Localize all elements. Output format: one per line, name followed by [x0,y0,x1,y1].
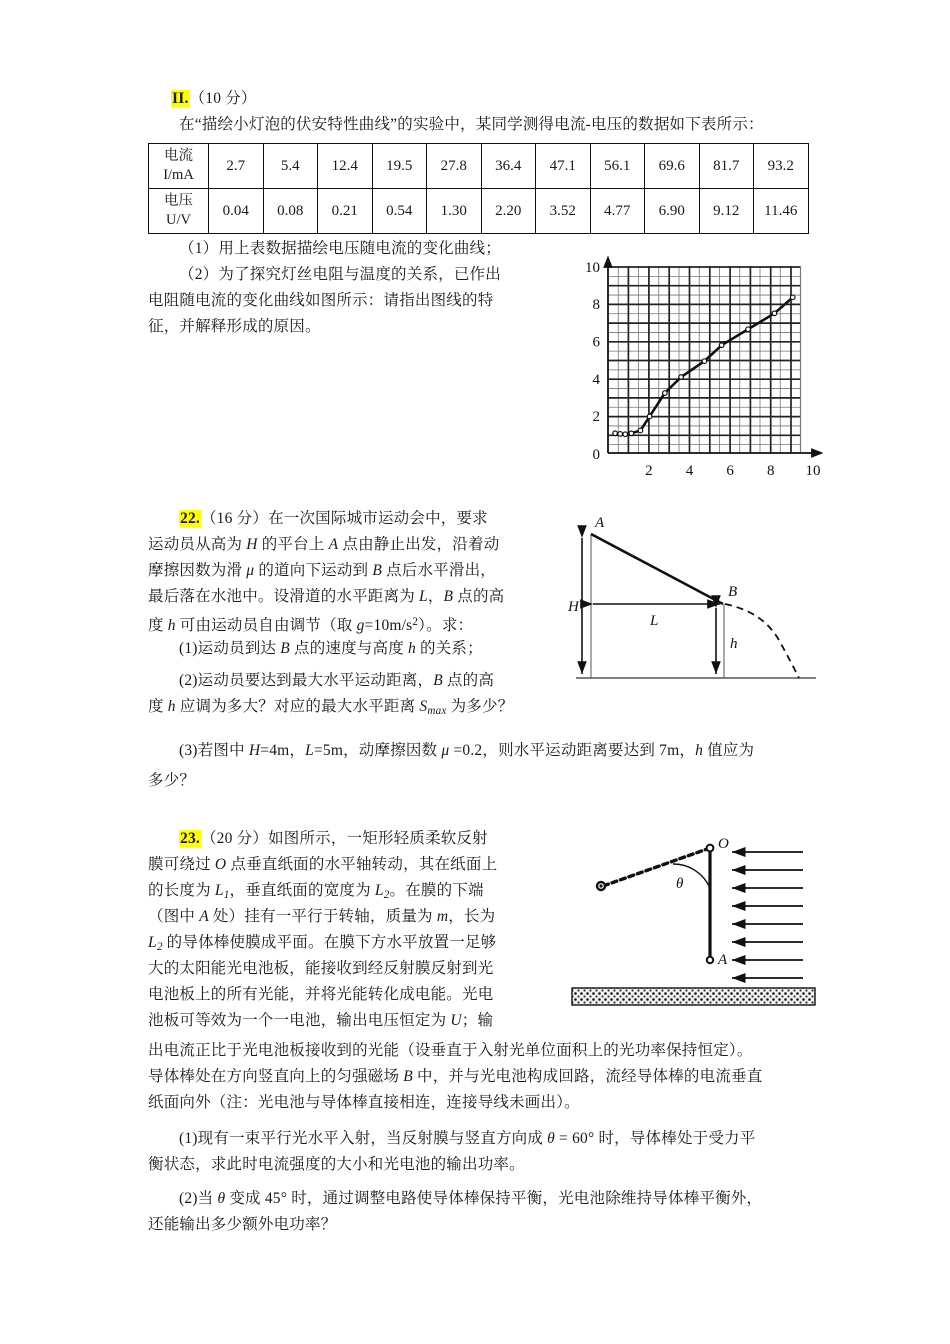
y-tick-8: 8 [592,297,600,313]
problem22-first-line [148,506,548,532]
ramp-svg [568,508,833,693]
cell-current-10: 93.2 [754,144,809,189]
cell-current-9: 81.7 [699,144,754,189]
data-point-6 [663,391,668,396]
x-tick-6: 6 [726,463,734,479]
cell-current-7: 56.1 [590,144,645,189]
data-point-8 [702,359,707,364]
cell-current-1: 5.4 [263,144,318,189]
cell-voltage-1: 0.08 [263,189,318,234]
problem22-line3: 最后落在水池中。设滑道的水平距离为 L，B 点的高 [148,588,505,605]
problem23-line0: 如图所示，一矩形轻质柔软反射 [268,830,488,847]
section-ii-points: （10 分） [189,90,257,107]
label-H: H [568,599,579,615]
section-ii-intro: 在“描绘小灯泡的伏安特性曲线”的实验中，某同学测得电流-电压的数据如下表所示： [179,116,764,133]
reflector-membrane-diagram [568,836,838,1026]
cell-voltage-9: 9.12 [699,189,754,234]
problem23-q1-line1: (1)现有一束平行光水平入射，当反射膜与竖直方向成 θ = 60° 时，导体棒处于受力平 [179,1130,756,1147]
cell-current-4: 27.8 [427,144,482,189]
cell-current-2: 12.4 [318,144,373,189]
problem23-line7: 池板可等效为一个一电池，输出电压恒定为 U；输 [148,1012,494,1029]
cell-voltage-6: 3.52 [536,189,591,234]
problem23-line6: 电池板上的所有光能，并将光能转化成电能。光电 [148,986,494,1003]
label-A: A [595,515,605,531]
section-ii-header [171,86,771,112]
label-theta: θ [676,876,684,892]
label-B: B [728,584,738,600]
x-tick-2: 2 [645,463,653,479]
pivot-O [707,845,714,852]
membrane-tilted [603,848,710,886]
cell-voltage-2: 0.21 [318,189,373,234]
graph-svg [578,248,838,493]
problem22-line1: 运动员从高为 H 的平台上 A 点由静止出发，沿着动 [148,536,500,553]
data-point-1 [618,432,623,437]
y-tick-0: 0 [592,447,600,463]
problem22-q2-line2: 度 h 应调为多大？对应的最大水平距离 $S_{max}$ 为多少？ [148,698,514,718]
data-curve [615,297,793,434]
rod-tilted-center [599,884,602,887]
cell-voltage-8: 6.90 [645,189,700,234]
cell-current-5: 36.4 [481,144,536,189]
data-point-0 [613,431,618,436]
problem23-line5: 大的太阳能光电池板，能接收到经反射膜反射到光 [148,960,494,977]
problem23-line3: （图中 A 处）挂有一平行于转轴，质量为 m，长为 [148,908,496,925]
label-L: L [650,613,659,629]
label-A: A [718,952,728,968]
section-ii-q1: （1）用上表数据描绘电压随电流的变化曲线； [179,240,501,257]
y-tick-10: 10 [585,260,600,276]
data-point-9 [719,343,724,348]
problem23-line1: 膜可绕过 O 点垂直纸面的水平轴转动，其在纸面上 [148,856,498,873]
data-point-3 [629,431,634,436]
cell-current-8: 69.6 [645,144,700,189]
optics-svg [568,836,838,1026]
voltage-label-line1: 电压 [164,193,193,209]
problem22-points: （16 分） [200,510,269,527]
cell-voltage-0: 0.04 [209,189,264,234]
problem23-q1-line2: 衡状态，求此时电流强度的大小和光电池的输出功率。 [148,1156,525,1173]
y-tick-2: 2 [592,409,600,425]
problem23-q2-line2: 还能输出多少额外电功率？ [148,1216,337,1233]
y-tick-4: 4 [592,372,600,388]
problem23-full-line0: 出电流正比于光电池板接收到的光能（设垂直于入射光单位面积上的光功率保持恒定）。 [148,1042,753,1059]
cell-current-0: 2.7 [209,144,264,189]
table-row [149,189,809,234]
voltage-label-line2: U/V [166,212,191,228]
ramp-diagram [568,508,833,693]
table-row [149,144,809,189]
current-label-line2: I/mA [163,167,194,183]
rod-A [707,957,713,963]
cell-voltage-10: 11.46 [754,189,809,234]
data-point-10 [746,327,751,332]
section-ii-marker: II. [172,90,189,107]
cell-current-6: 47.1 [536,144,591,189]
data-point-2 [623,432,628,437]
problem23-line4: $L_2$ 的导体棒使膜成平面。在膜下方水平放置一足够 [148,934,497,954]
problem23-points: （20 分） [200,830,269,847]
section-ii-q2-line2: 电阻随电流的变化曲线如图所示：请指出图线的特 [148,292,494,309]
problem22-q3-line1: (3)若图中 H=4m，L=5m，动摩擦因数 μ =0.2，则水平运动距离要达到 7m，h 值应为 [179,742,755,759]
row-header-voltage [149,189,209,234]
problem22-q3-line2: 多少？ [148,772,196,789]
data-point-5 [647,414,652,419]
problem22-line2: 摩擦因数为滑 μ 的道向下运动到 B 点后水平滑出， [148,562,496,579]
label-O: O [718,836,729,852]
cell-voltage-5: 2.20 [481,189,536,234]
data-point-11 [772,311,777,316]
ramp-slope [591,534,723,604]
section-ii-q2-line3: 征，并解释形成的原因。 [148,318,321,335]
problem22-marker: 22. [180,510,200,527]
problem23-first-line [148,826,548,852]
current-voltage-table [148,143,809,234]
x-tick-4: 4 [685,463,694,479]
section-ii-q2-line1: （2）为了探究灯丝电阻与温度的关系，已作出 [179,266,501,283]
axes [605,258,822,457]
cell-current-3: 19.5 [372,144,427,189]
problem23-q2-line1: (2)当 θ 变成 45° 时，通过调整电路使导体棒保持平衡，光电池除维持导体棒平衡外， [179,1190,763,1207]
problem22-q2-line1: (2)运动员要达到最大水平运动距离，B 点的高 [179,672,495,689]
problem23-full-line1: 导体棒处在方向竖直向上的匀强磁场 B 中，并与光电池构成回路，流经导体棒的电流垂直 [148,1068,763,1085]
cell-voltage-4: 1.30 [427,189,482,234]
x-tick-8: 8 [766,463,775,479]
data-point-12 [790,295,795,300]
label-h: h [730,636,738,652]
y-tick-6: 6 [592,334,600,351]
cell-voltage-3: 0.54 [372,189,427,234]
cell-voltage-7: 4.77 [590,189,645,234]
solar-panel [572,988,815,1005]
row-header-current [149,144,209,189]
data-point-7 [679,375,684,380]
current-label-line1: 电流 [164,148,193,164]
problem22-q1: (1)运动员到达 B 点的速度与高度 h 的关系； [179,640,483,657]
problem22-line0: 在一次国际城市运动会中，要求 [268,510,488,527]
x-tick-10: 10 [805,463,821,479]
data-point-4 [638,428,643,433]
resistance-current-graph [578,248,838,493]
problem23-marker: 23. [180,830,200,847]
problem23-line2: 的长度为 $L_1$，垂直纸面的宽度为 $L_2$。在膜的下端 [148,882,484,902]
problem22-line4: 度 h 可由运动员自由调节（取 $g=10m/s^2$）。求： [148,616,474,635]
light-rays [732,852,803,978]
problem23-full-line2: 纸面向外（注：光电池与导体棒直接相连，连接导线未画出）。 [148,1094,580,1111]
